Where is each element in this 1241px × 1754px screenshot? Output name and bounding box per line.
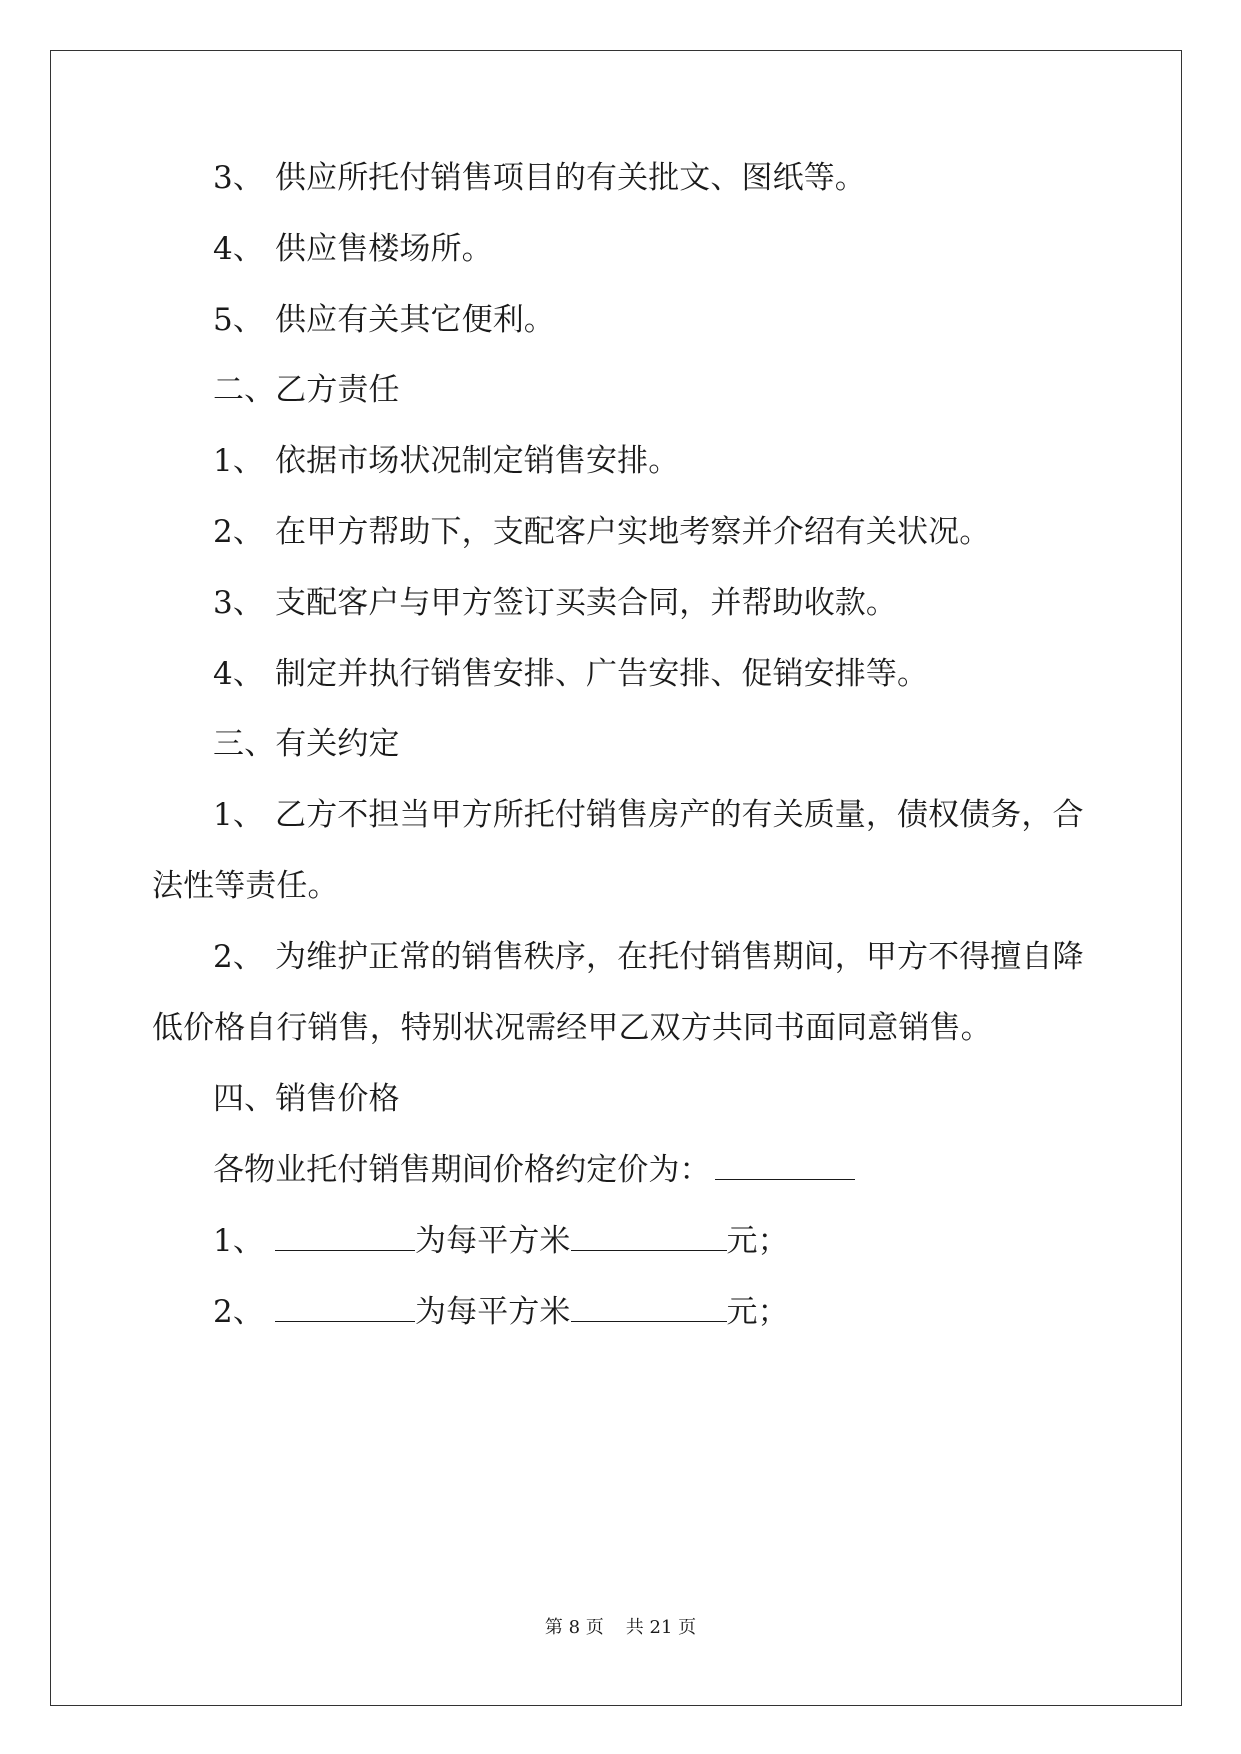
list-item [213, 654, 1153, 694]
item-text: 供应售楼场所。 [275, 231, 493, 267]
list-item [213, 229, 1153, 269]
paragraph-continuation: 低价格自行销售，特别状况需经甲乙双方共同书面同意销售。 [152, 1010, 992, 1046]
list-item [213, 583, 1153, 623]
blank-field [571, 1293, 727, 1322]
item-text: 依据市场状况制定销售安排。 [275, 443, 680, 479]
item-text: 乙方不担当甲方所托付销售房产的有关质量，债权债务，合 [275, 797, 1084, 833]
section-heading: 四、销售价格 [213, 1081, 400, 1117]
item-number: 4、 [213, 231, 264, 267]
paragraph-first-line [213, 937, 1153, 977]
item-text: 为每平方米 [415, 1294, 571, 1330]
item-text: 为维护正常的销售秩序，在托付销售期间，甲方不得擅自降 [275, 939, 1084, 975]
price-item [213, 1221, 1153, 1261]
page-number: 第 8 页 [544, 1617, 604, 1638]
item-number: 2、 [213, 939, 264, 975]
section-heading: 二、乙方责任 [213, 372, 400, 408]
item-number: 1、 [213, 1223, 264, 1259]
item-text: 制定并执行销售安排、广告安排、促销安排等。 [275, 656, 929, 692]
list-item [213, 512, 1153, 552]
page-footer [0, 1616, 1241, 1640]
item-number: 2、 [213, 514, 264, 550]
item-number: 1、 [213, 443, 264, 479]
item-text: 为每平方米 [415, 1223, 571, 1259]
item-text: 供应有关其它便利。 [275, 302, 555, 338]
blank-field [275, 1293, 415, 1322]
blank-field [715, 1151, 855, 1180]
paragraph-continuation: 法性等责任。 [152, 868, 339, 904]
list-item [213, 441, 1153, 481]
item-text: 元； [726, 1294, 789, 1330]
price-statement [213, 1150, 1153, 1190]
item-number: 3、 [213, 585, 264, 621]
section-heading: 三、有关约定 [213, 726, 400, 762]
item-number: 2、 [213, 1294, 264, 1330]
item-text: 供应所托付销售项目的有关批文、图纸等。 [275, 160, 866, 196]
item-number: 5、 [213, 302, 264, 338]
blank-field [571, 1222, 727, 1251]
blank-field [275, 1222, 415, 1251]
price-statement-text: 各物业托付销售期间价格约定价为： [213, 1152, 711, 1188]
page-total: 共 21 页 [625, 1617, 697, 1638]
item-text: 在甲方帮助下，支配客户实地考察并介绍有关状况。 [275, 514, 991, 550]
price-item [213, 1292, 1153, 1332]
paragraph-first-line [213, 795, 1153, 835]
list-item [213, 158, 1153, 198]
item-number: 1、 [213, 797, 264, 833]
item-number: 4、 [213, 656, 264, 692]
item-text: 支配客户与甲方签订买卖合同，并帮助收款。 [275, 585, 897, 621]
list-item [213, 300, 1153, 340]
item-text: 元； [726, 1223, 789, 1259]
item-number: 3、 [213, 160, 264, 196]
